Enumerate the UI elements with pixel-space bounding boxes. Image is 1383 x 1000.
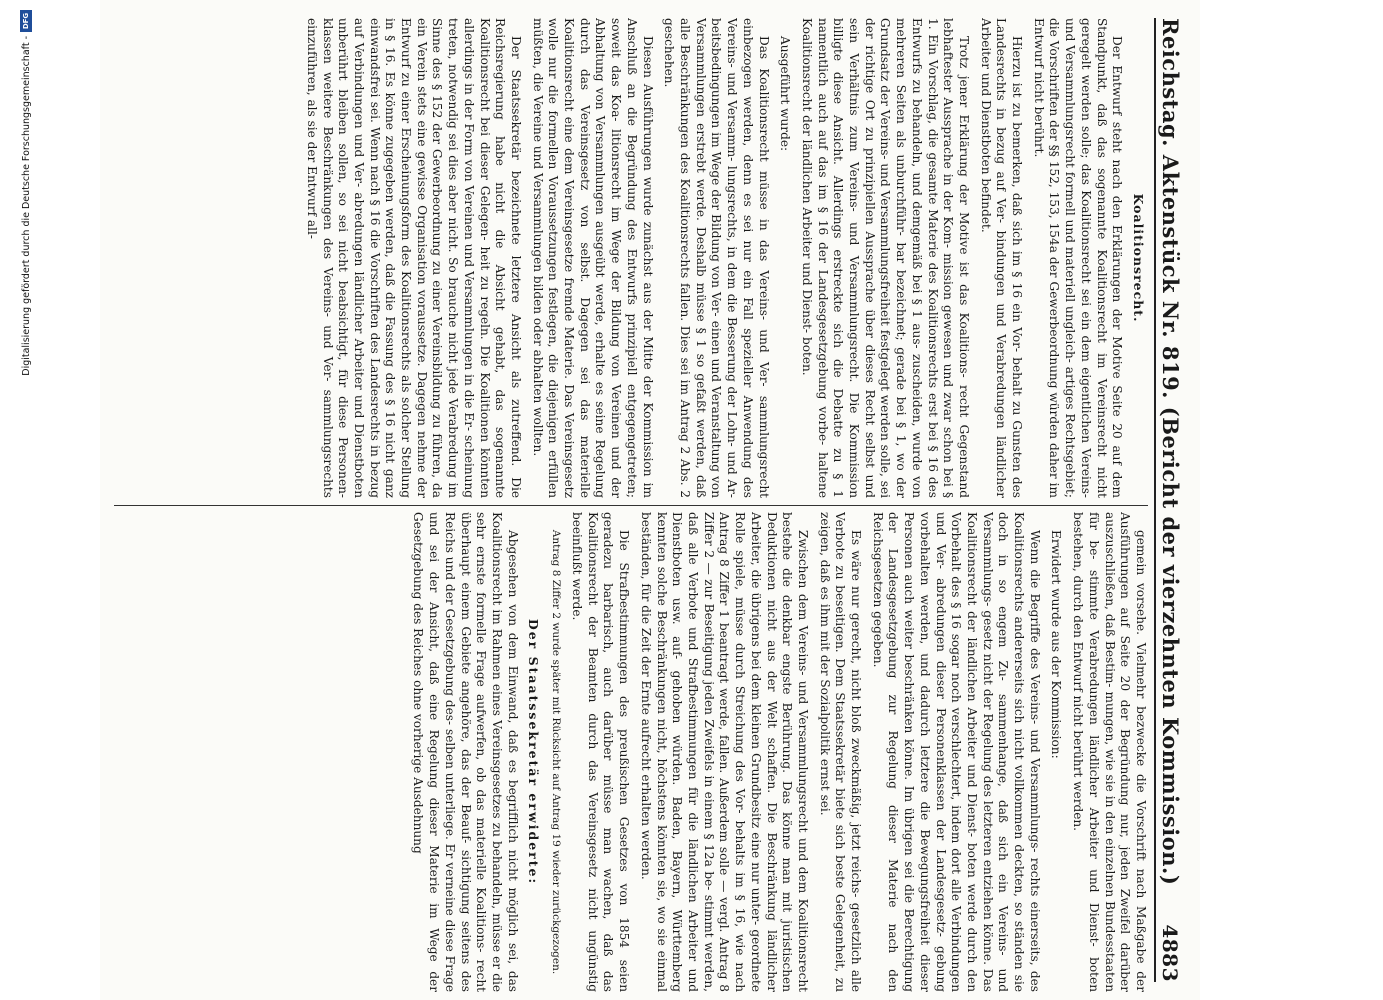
paragraph: Trotz jener Erklärung der Motive ist das Koalitions- recht Gegenstand lebhaftester Aussprache in der Kom- mission gewesen und zwar schon bei § 1. Ein Vorschlag, die gesamte Materie des Koalitionsrechts erst bei § 16 des Entwurfs zu behandeln, und demgemäß bei § 1 aus- zuscheiden, wurde von mehreren Seiten als unburchführ- bar bezeichnet; gerade bei § 1, wo der Grundsatz der Vereins- und Versammlungsfreiheit festgelegt werden solle, sei der richtige Ort zu prinzipiellen Aussprache über dieses Recht selbst und sein Verhältnis zum Vereins- und Versammlungsrecht. Die Kommission billigte diese Ansicht. Allerdings erstreckte sich die Debatte zu § 1 namentlich auch auf das im § 16 der Landesgesetzgebung vorbe- haltene Koalitionsrecht der ländlichen Arbeiter und Dienst- boten. [799,18,971,498]
paragraph: Hierzu ist zu bemerken, daß sich im § 16 ein Vor- behalt zu Gunsten des Landesrechts in bezug auf Ver- bindungen und Verabredungen ländlicher Arbeiter und Dienstboten befindet. [978,18,1025,498]
funding-note: Digitalisierung gefördert durch die Deutsche Forschungsgemeinschaft - [20,36,32,376]
paragraph: Der Entwurf steht nach den Erklärungen der Motive Seite 20 auf dem Standpunkt, daß das sogenannte Koalitionsrecht im Vereinsrecht nicht geregelt werden solle; das Koalitionsrecht sei ein dem eigentlichen Vereins- und Versammlungsrecht formell und materiell ungleich- artiges Rechtsgebiet; die Vorschriften der §§ 152, 153, 154a der Gewerbeordnung würden daher im Entwurf nicht berührt. [1031,18,1125,498]
paragraph: Erwidert wurde aus der Kommission: [1049,530,1064,759]
dfg-logo: DFG [20,10,32,32]
paragraph: Diesen Ausführungen wurde zunächst aus der Mitte der Kommission im Anschluß an die Begründung des Entwurfs prinzipiell entgegengetreten; soweit das Koa- litionsrecht im Wege der Bildung von Vereinen und der Abhaltung von Versammlungen ausgeübt werde, erhalte es seine Regelung durch das Vereinsgesetz von selbst. Dagegen sei das materielle Koalitionsrecht eine dem Vereinsgesetze fremde Materie. Das Vereinsgesetz wolle nur die formellen Voraussetzungen festlegen, die diejenigen erfüllen müßten, die Vereine und Versammlungen bilden oder abhalten wollten. [530,18,655,498]
paragraph: Der Staatssekretär bezeichnete letztere Ansicht als zutreffend. Die Reichsregierung habe nicht die Absicht gehabt, das sogenannte Koalitionsrecht bei dieser Gelegen- heit zu regeln. Die Koalitionen könnten allerdings in der Form von Vereinen und Versammlungen in die Er- scheinung treten, notwendig sei dies aber nicht. So brauche nicht jede Verabredung im Sinne des § 152 der Gewerbeordnung zu einer Vereinsbildung zu führen, da ein Verein stets eine gewisse Organisation voraussetze. Dagegen nehme der Entwurf zu einer Erscheinungsform des Koalitionsrechts als solcher Stellung in § 16. Es könne zugegeben werden, daß die Fassung des § 16 nicht ganz einwandsfrei sei. Wenn nach § 16 die Vorschriften des Landesrechts in bezug auf Verbindungen und Ver- abredungen ländlicher Arbeiter und Dienstboten unberührt bleiben sollen, so sei nicht beabsichtigt, für diese Personen- klassen weitere Beschränkungen des Vereins- und Ver- sammlungsrechts einzuführen, als sie der Entwurf all- [304,18,523,498]
paragraph: Abgesehen von dem Einwand, daß es begrifflich nicht möglich sei, das Koalitionsrecht im Rahmen eines Vereinsgesetzes zu behandeln, müsse er die sehr ernste formelle Frage aufwerfen, ob das materielle Koalitions- recht überhaupt einem Gebiete angehöre, das der Beauf- sichtigung seitens des Reichs und der Gesetzgebung des- selben unterliege. Er verneine diese Frage und sei der Ansicht, daß eine Regelung dieser Materie im Wege der Gesetzgebung des Reiches ohne vorherige Ausdehnung [411,512,520,992]
page-number: 4883 [1158,924,1182,982]
digitization-stamp [2,0,32,1000]
paragraph: Ausgeführt wurde: [778,36,793,152]
paragraph: gemein vorsehe. Vielmehr bezwecke die Vorschrift nach Maßgabe der Ausführungen auf Seite 20 der Begründung nur, jeden Zweifel darüber auszuschließen, daß Bestim- mungen, wie sie in den einzelnen Bundesstaaten für be- stimmte Verabredungen ländlicher Arbeiter und Dienst- boten bestehen, durch den Entwurf nicht berührt werden. [1071,512,1148,992]
right-column [114,512,1148,992]
paragraph: Zwischen dem Vereins- und Versammlungsrecht und dem Koalitionsrecht bestehe die denkbar engste Berührung. Das könne man mit juristischen Deduktionen nicht aus der Welt schaffen. Die Beschränkung ländlicher Arbeiter, die übrigens bei dem kleinen Grundbesitz eine nur unter- geordnete Rolle spiele, müsse durch Streichung des Vor- behalts im § 16, wie nach Antrag 8 Ziffer 1 beantragt werde, fallen. Außerdem solle — vergl. Antrag 8 Ziffer 2 — zur Beseitigung jeden Zweifels in einem § 12a be- stimmt werden, daß alle Verbote und Strafbestimmungen für die ländlichen Arbeiter und Dienstboten usw. auf- gehoben würden. Baden, Bayern, Württemberg kennten solche Beschränkungen nicht, höchstens könnten sie, wo sie einmal beständen, für die Zeit der Ernte aufrecht erhalten werden. [638,512,810,992]
section-heading: Koalitionsrecht. [1131,193,1146,323]
column-divider [114,505,1148,506]
paragraph: Wenn die Begriffe des Vereins- und Versammlungs- rechts einerseits, des Koalitionsrechts andererseits sich nicht vollkommen deckten, so ständen sie doch in so engem Zu- sammenhange, daß sich ein Vereins- und Versammlungs- gesetz nicht der Regelung des letzteren entziehen könne. Das Koalitionsrecht der ländlichen Arbeiter und Dienst- boten werde durch den Vorbehalt des § 16 sogar noch verschlechtert, indem dort alle Verbindungen und Ver- abredungen dieser Personenklassen der Landesgesetz- gebung vorbehalten werden, und dadurch letztere die Bewegungsfreiheit dieser Personen auch weiter beschränken könne. Im übrigen sei die Berechtigung der Landesgesetzgebung zur Regelung dieser Materie nach den Reichsgesetzen gegeben. [870,512,1042,992]
running-title: Reichstag. Aktenstück Nr. 819. (Bericht der vierzehnten Kommission.) [1158,18,1183,886]
left-column [114,18,1148,498]
paragraph: Es wäre nur gerecht, nicht bloß zweckmäßig, jetzt reichs- gesetzlich alle Verbote zu beseitigen. Dem Staatssekretär biete sich beste Gelegenheit, zu zeigen, daß es ihm mit der Sozialpolitik ernst sei. [817,512,864,992]
paragraph: Die Strafbestimmungen des preußischen Gesetzes von 1854 seien geradezu barbarisch, auch darüber müsse man wachen, daß das Koalitionsrecht der Beamten durch das Vereinsgesetz nicht ungünstig beeinflußt werde. [570,512,632,992]
paragraph: Das Koalitionsrecht müsse in das Vereins- und Ver- sammlungsrecht einbezogen werden, denn es sei nur ein Fall spezieller Anwendung des Vereins- und Versamm- lungsrechts, in dem die Besserung der Lohn- und Ar- beitsbedingungen im Wege der Bildung von Ver- einen und Veranstaltung von Versammlungen erstrebt werde. Deshalb müsse § 1 so gefaßt werden, daß alle Beschränkungen des Koalitionsrechts fallen. Dies sei im Antrag 2 Abs. 2 geschehen. [662,18,771,498]
footnote: Antrag 8 Ziffer 2 wurde später mit Rücksicht auf Antrag 19 wieder zurückgezogen. [550,529,563,975]
page-header [1158,18,1192,982]
header-rule [1154,18,1156,982]
speaker-heading: Der Staatssekretär erwiderte: [526,618,542,886]
scanned-page [100,0,1200,1000]
